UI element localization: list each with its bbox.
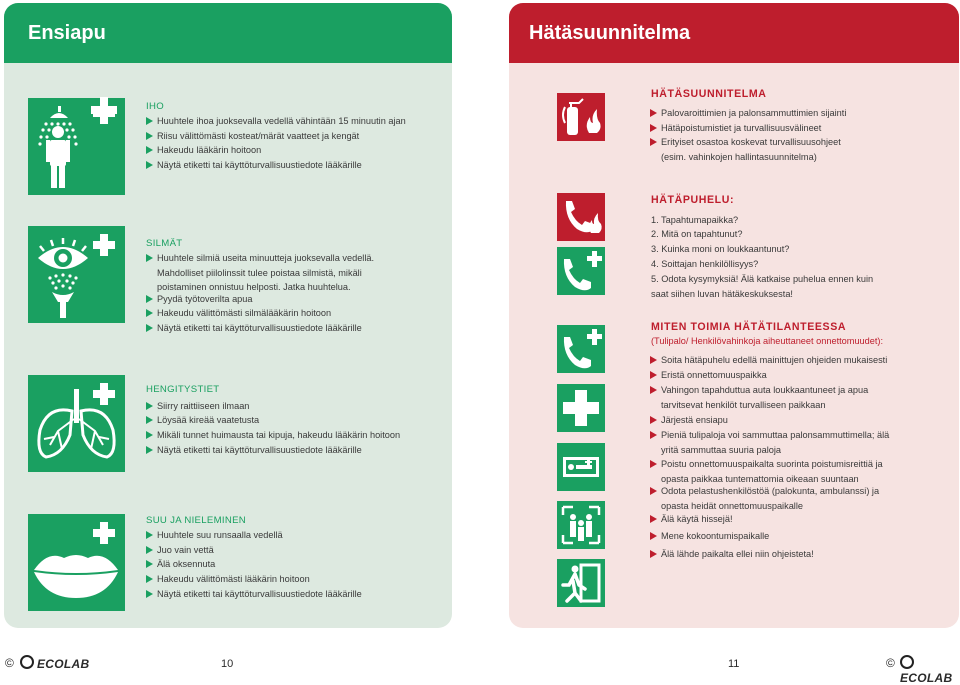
how-to-act-heading: MITEN TOIMIA HÄTÄTILANTEESSA xyxy=(651,321,847,333)
respiratory-title: HENGITYSTIET xyxy=(146,384,220,395)
emergency-plan-heading: HÄTÄSUUNNITELMA xyxy=(651,88,767,100)
list-item: Näytä etiketti tai käyttöturvallisuustiedote lääkärille xyxy=(157,321,362,336)
list-item: Vahingon tapahduttua auta loukkaantuneet ja apua tarvitsevat henkilöt turvalliseen paikkaan xyxy=(661,383,891,412)
list-item: 5. Odota kysymyksiä! Älä katkaise puhelua ennen kuin saat siihen luvan hätäkeskuksesta! xyxy=(651,274,874,299)
list-item: Mene kokoontumispaikalle xyxy=(661,529,769,544)
list-item: Näytä etiketti tai käyttöturvallisuustiedote lääkärille xyxy=(157,587,362,602)
list-item: Hakeudu välittömästi silmälääkärin hoitoon xyxy=(157,306,331,321)
list-item: Löysää kireää vaatetusta xyxy=(157,413,259,428)
list-item: 2. Mitä on tapahtunut? xyxy=(651,229,743,239)
ecolab-logo-right: ECOLAB xyxy=(900,655,960,685)
list-item: Palovaroittimien ja palonsammuttimien sijainti xyxy=(661,106,846,121)
list-item: Odota pelastushenkilöstöä (palokunta, ambulanssi) ja opasta heidät onnettomuuspaikalle xyxy=(661,484,886,513)
list-item: Huuhtele ihoa juoksevalla vedellä vähintään 15 minuutin ajan xyxy=(157,114,406,129)
page-number-right: 11 xyxy=(728,658,740,670)
mouth-title: SUU JA NIELEMINEN xyxy=(146,515,246,526)
fire-phone-icon xyxy=(557,193,605,241)
list-item: Älä käytä hissejä! xyxy=(661,512,733,527)
first-aid-title: Ensiapu xyxy=(28,22,106,44)
list-item: Älä lähde paikalta ellei niin ohjeisteta! xyxy=(661,547,814,562)
list-item: Huuhtele suu runsaalla vedellä xyxy=(157,528,283,543)
list-item: Mikäli tunnet huimausta tai kipuja, hakeudu lääkärin hoitoon xyxy=(157,428,400,443)
list-item: Näytä etiketti tai käyttöturvallisuustiedote lääkärille xyxy=(157,443,362,458)
emergency-shower-icon xyxy=(28,98,125,195)
eye-wash-icon xyxy=(28,226,125,323)
list-item: 1. Tapahtumapaikka? xyxy=(651,215,739,225)
list-item: Siirry raittiiseen ilmaan xyxy=(157,399,249,414)
list-item: Soita hätäpuhelu edellä mainittujen ohjeiden mukaisesti xyxy=(661,353,887,368)
first-aid-cross-icon xyxy=(557,384,605,432)
mouth-icon xyxy=(28,514,125,611)
list-item: Pieniä tulipaloja voi sammuttaa palonsammuttimella; älä yritä sammuttaa suuria paloja xyxy=(661,428,901,457)
fire-extinguisher-icon xyxy=(557,93,605,141)
list-item: Näytä etiketti tai käyttöturvallisuustiedote lääkärille xyxy=(157,158,362,173)
emergency-exit-icon xyxy=(557,559,605,607)
list-item: Erityiset osastoa koskevat turvallisuusohjeet (esim. vahinkojen hallintasuunnitelma) xyxy=(661,135,866,164)
list-item: Eristä onnettomuuspaikka xyxy=(661,368,767,383)
list-item: 3. Kuinka moni on loukkaantunut? xyxy=(651,244,790,254)
copyright-right: © xyxy=(886,656,895,670)
lungs-icon xyxy=(28,375,125,472)
assembly-point-icon xyxy=(557,501,605,549)
list-item: Hakeudu lääkärin hoitoon xyxy=(157,143,261,158)
list-item: Hakeudu välittömästi lääkärin hoitoon xyxy=(157,572,310,587)
list-item: 4. Soittajan henkilöllisyys? xyxy=(651,259,759,269)
list-item: Huuhtele silmiä useita minuutteja juoksevalla vedellä. Mahdolliset piilolinssit tulee poistaa silmistä, mikäli poistaminen onnistuu helposti. Jatka huuhtelua. xyxy=(157,251,402,295)
page-number-left: 10 xyxy=(221,658,234,670)
list-item: Riisu välittömästi kosteat/märät vaatteet ja kengät xyxy=(157,129,359,144)
list-item: Juo vain vettä xyxy=(157,543,214,558)
ecolab-logo-left: ECOLAB xyxy=(20,655,89,671)
how-to-act-subtitle: (Tulipalo/ Henkilövahinkoja aiheuttaneet onnettomuudet): xyxy=(651,336,884,346)
eyes-title: SILMÄT xyxy=(146,238,183,249)
skin-title: IHO xyxy=(146,101,164,112)
list-item: Älä oksennuta xyxy=(157,557,215,572)
emergency-plan-header xyxy=(509,3,959,63)
first-aid-header xyxy=(4,3,452,63)
list-item: Pyydä työtoverilta apua xyxy=(157,292,253,307)
copyright-left: © xyxy=(5,656,14,670)
stretcher-icon xyxy=(557,443,605,491)
list-item: Hätäpoistumistiet ja turvallisuusvälineet xyxy=(661,121,821,136)
first-aid-phone-icon xyxy=(557,247,605,295)
emergency-phone-icon xyxy=(557,325,605,373)
list-item: Poistu onnettomuuspaikalta suorinta poistumisreittiä ja opasta paikkaa tuntemattomia oikeaan suuntaan xyxy=(661,457,901,486)
emergency-plan-title: Hätäsuunnitelma xyxy=(529,22,691,44)
list-item: Järjestä ensiapu xyxy=(661,413,728,428)
emergency-call-heading: HÄTÄPUHELU: xyxy=(651,194,735,206)
